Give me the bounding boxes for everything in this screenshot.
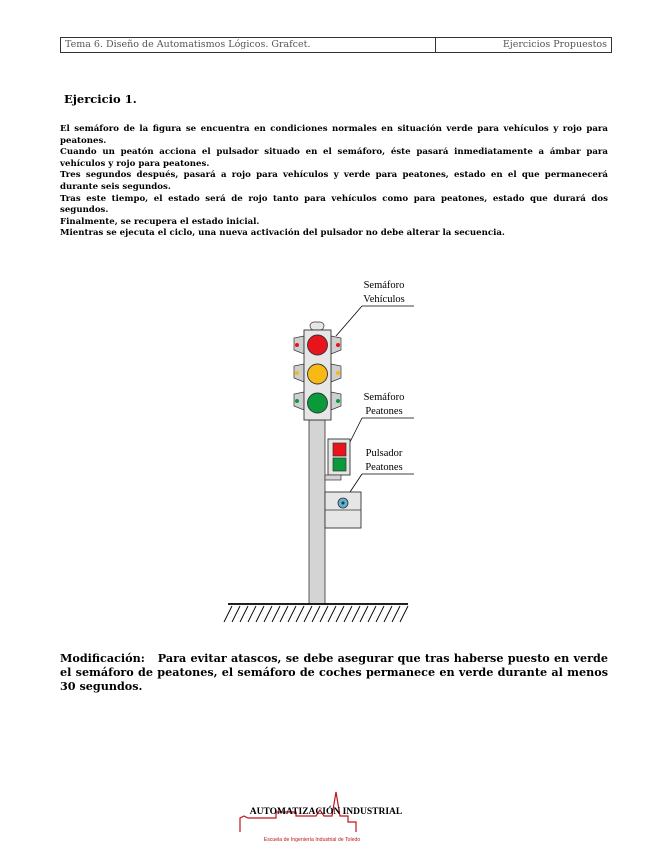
label-vehicles-line1: Semáforo	[363, 280, 405, 291]
vehicle-light-cap	[310, 322, 324, 330]
pedestrian-light-bracket	[325, 475, 341, 480]
visor-dot	[295, 399, 299, 403]
visor-dot	[336, 371, 340, 375]
footer-logo	[236, 778, 416, 844]
label-pedestrians-line2: Peatones	[365, 406, 403, 417]
vehicle-red-lamp	[308, 335, 328, 355]
exercise-statement	[60, 124, 608, 240]
footer-subtitle: Escuela de Ingeniería Industrial de Toledo	[263, 837, 361, 843]
pedestrian-green-lamp	[333, 458, 346, 471]
leader-pedestrians	[350, 418, 362, 442]
ground-hatching	[224, 606, 408, 622]
modification-label: Modificación:	[60, 651, 145, 665]
traffic-light-figure	[220, 272, 450, 632]
statement-paragraph: Finalmente, se recupera el estado inicial.	[60, 216, 260, 227]
push-button-center	[342, 502, 345, 505]
modification-text: Para evitar atascos, se debe asegurar que tras haberse puesto en verde el semáforo de peatones, el semáforo de coches permanece en verde durante al menos 30 segundos.	[60, 651, 608, 693]
header-topic: Tema 6. Diseño de Automatismos Lógicos. Grafcet.	[61, 38, 436, 52]
label-button-line2: Peatones	[365, 462, 403, 473]
label-button-line1: Pulsador	[365, 448, 403, 459]
page-header	[60, 37, 612, 53]
leader-vehicles	[336, 306, 362, 336]
modification-block	[60, 651, 608, 693]
label-pedestrians-line1: Semáforo	[363, 392, 405, 403]
pedestrian-red-lamp	[333, 443, 346, 456]
statement-paragraph: Tras este tiempo, el estado será de rojo tanto para vehículos como para peatones, estado que durará dos segundos.	[60, 193, 608, 216]
visor-dot	[295, 371, 299, 375]
visor-dot	[336, 343, 340, 347]
statement-paragraph: Mientras se ejecuta el ciclo, una nueva activación del pulsador no debe alterar la secuencia.	[60, 228, 505, 239]
statement-paragraph: Tres segundos después, pasará a rojo para vehículos y verde para peatones, estado en el que permanecerá durante seis segundos.	[60, 170, 608, 192]
header-section: Ejercicios Propuestos	[502, 39, 607, 50]
visor-dot	[295, 343, 299, 347]
footer-title: AUTOMATIZACIÓN INDUSTRIAL	[249, 807, 403, 817]
pole	[309, 420, 325, 604]
label-vehicles-line2: Vehículos	[363, 294, 405, 305]
exercise-title: Ejercicio 1.	[64, 92, 137, 106]
statement-paragraph: El semáforo de la figura se encuentra en condiciones normales en situación verde para vehículos y rojo para peatones.	[60, 124, 608, 146]
vehicle-amber-lamp	[308, 364, 328, 384]
vehicle-green-lamp	[308, 393, 328, 413]
visor-dot	[336, 399, 340, 403]
statement-paragraph: Cuando un peatón acciona el pulsador situado en el semáforo, éste pasará inmediatamente a ámbar para vehículos y rojo para peatones.	[60, 147, 608, 169]
